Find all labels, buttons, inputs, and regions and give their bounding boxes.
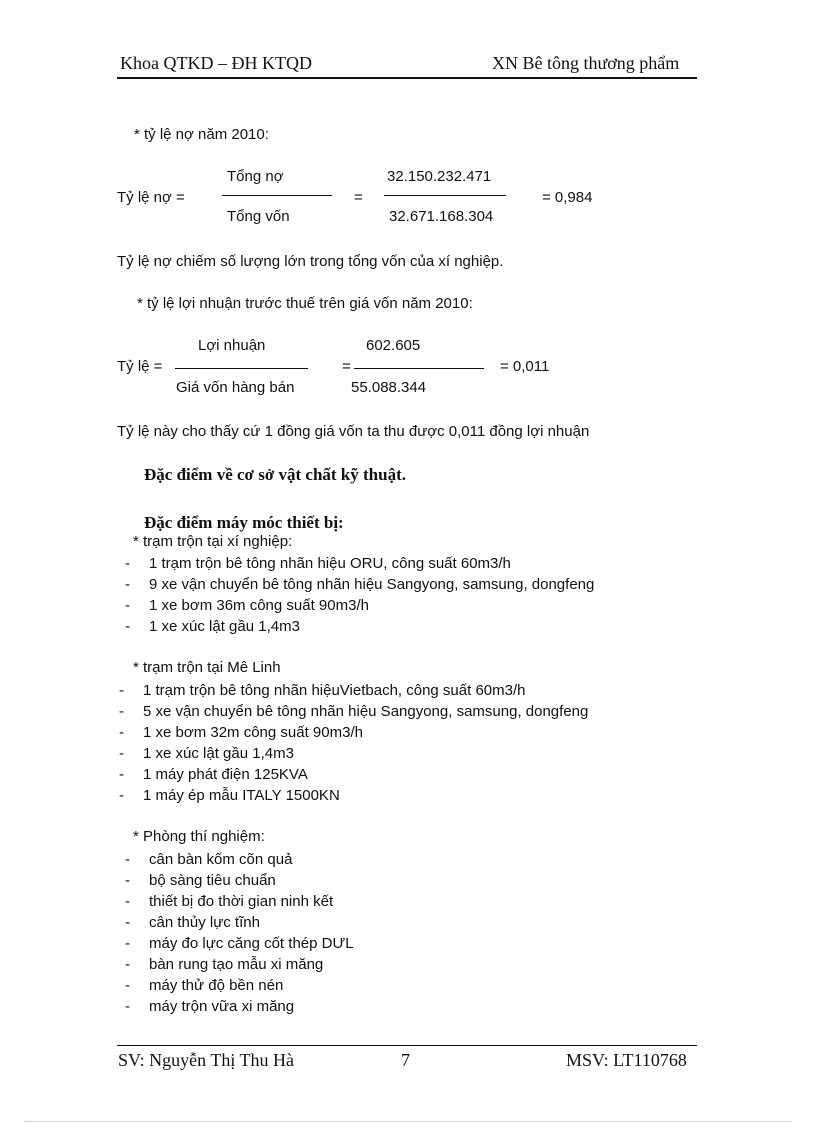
list-item-text: 5 xe vận chuyển bê tông nhãn hiệu Sangyong, samsung, dongfeng [143,703,589,720]
list-item [125,870,685,891]
bullet-dash: - [125,914,130,931]
debt-ratio-comment: Tỷ lệ nợ chiếm số lượng lớn trong tổng vốn của xí nghiệp. [117,253,504,270]
list-item [125,912,685,933]
bullet-dash: - [119,682,124,699]
plant1-heading: * trạm trộn tại xí nghiệp: [133,533,293,550]
bullet-dash: - [119,703,124,720]
bullet-dash: - [125,555,130,572]
list-item [125,849,685,870]
list-item [119,680,699,701]
bullet-dash: - [119,787,124,804]
bullet-dash: - [125,935,130,952]
debt-ratio-equals: = [354,189,363,206]
bullet-dash: - [125,893,130,910]
plant2-heading: * trạm trộn tại Mê Linh [133,659,281,676]
profit-ratio-equals: = [342,358,351,375]
bullet-dash: - [119,724,124,741]
list-item-text: 1 máy phát điện 125KVA [143,766,308,783]
debt-ratio-fraction-line-1 [222,195,332,196]
list-item-text: máy đo lực căng cốt thép DƯL [149,935,354,952]
lab-heading: * Phòng thí nghiệm: [133,828,265,845]
profit-ratio-num-value: 602.605 [366,337,421,354]
plant1-list [125,553,685,637]
list-item-text: bàn rung tạo mẫu xi măng [149,956,324,973]
header-rule [117,77,697,79]
list-item [125,616,685,637]
debt-ratio-label: Tỷ lệ nợ = [117,189,185,206]
profit-ratio-result: = 0,011 [500,358,550,375]
list-item [125,574,685,595]
debt-ratio-result: = 0,984 [542,189,593,206]
list-item-text: 1 máy ép mẫu ITALY 1500KN [143,787,340,804]
header-right: XN Bê tông thương phẩm [492,53,680,73]
bullet-dash: - [125,998,130,1015]
footer-student-id: MSV: LT110768 [566,1050,687,1070]
list-item [125,996,685,1017]
list-item [125,595,685,616]
list-item-text: bộ sàng tiêu chuẩn [149,872,276,889]
footer-rule [117,1045,697,1046]
list-item-text: 1 trạm trộn bê tông nhãn hiệuVietbach, công suất 60m3/h [143,682,526,699]
list-item [119,764,699,785]
profit-ratio-comment: Tỷ lệ này cho thấy cứ 1 đồng giá vốn ta thu được 0,011 đồng lợi nhuận [117,423,590,440]
profit-ratio-fraction-line-1 [175,368,308,369]
list-item [125,891,685,912]
profit-ratio-label: Tỷ lệ = [117,358,163,375]
debt-ratio-den-value: 32.671.168.304 [389,208,494,225]
profit-ratio-den-label: Giá vốn hàng bán [176,379,295,396]
bullet-dash: - [119,766,124,783]
list-item [119,722,699,743]
profit-ratio-heading: * tỷ lệ lợi nhuận trước thuế trên giá vốn năm 2010: [137,295,473,312]
bullet-dash: - [125,956,130,973]
lab-list [125,849,685,1017]
debt-ratio-heading: * tỷ lệ nợ năm 2010: [134,126,269,143]
bullet-dash: - [119,745,124,762]
page-bottom-border [24,1121,792,1122]
list-item-text: 1 xe xúc lật gầu 1,4m3 [149,618,300,635]
debt-ratio-num-label: Tổng nợ [227,168,284,185]
debt-ratio-fraction-line-2 [384,195,506,196]
section-title-facilities: Đặc điểm về cơ sở vật chất kỹ thuật. [144,465,406,484]
list-item-text: 1 xe bơm 36m công suất 90m3/h [149,597,369,614]
list-item-text: máy thử độ bền nén [149,977,284,994]
list-item-text: 1 xe xúc lật gầu 1,4m3 [143,745,294,762]
bullet-dash: - [125,872,130,889]
plant2-list [119,680,699,806]
list-item [119,743,699,764]
list-item-text: 9 xe vận chuyển bê tông nhãn hiệu Sangyong, samsung, dongfeng [149,576,595,593]
debt-ratio-den-label: Tổng vốn [227,208,290,225]
list-item [125,933,685,954]
list-item [125,975,685,996]
bullet-dash: - [125,618,130,635]
list-item [119,785,699,806]
profit-ratio-den-value: 55.088.344 [351,379,427,396]
bullet-dash: - [125,851,130,868]
list-item-text: 1 xe bơm 32m công suất 90m3/h [143,724,363,741]
section-title-machines: Đặc điểm máy móc thiết bị: [144,513,344,532]
footer-student-name: SV: Nguyễn Thị Thu Hà [118,1050,294,1070]
list-item [119,701,699,722]
list-item-text: máy trộn vữa xi măng [149,998,295,1015]
header-left: Khoa QTKD – ĐH KTQD [120,53,312,73]
list-item-text: cân bàn kốm cõn quả [149,851,293,868]
footer-page-number: 7 [401,1050,410,1070]
list-item-text: thiết bị đo thời gian ninh kết [149,893,334,910]
bullet-dash: - [125,597,130,614]
list-item-text: 1 trạm trộn bê tông nhãn hiệu ORU, công suất 60m3/h [149,555,511,572]
bullet-dash: - [125,977,130,994]
list-item [125,553,685,574]
profit-ratio-fraction-line-2 [354,368,484,369]
profit-ratio-num-label: Lợi nhuận [198,337,266,354]
debt-ratio-num-value: 32.150.232.471 [387,168,492,185]
bullet-dash: - [125,576,130,593]
list-item [125,954,685,975]
list-item-text: cân thủy lực tĩnh [149,914,260,931]
